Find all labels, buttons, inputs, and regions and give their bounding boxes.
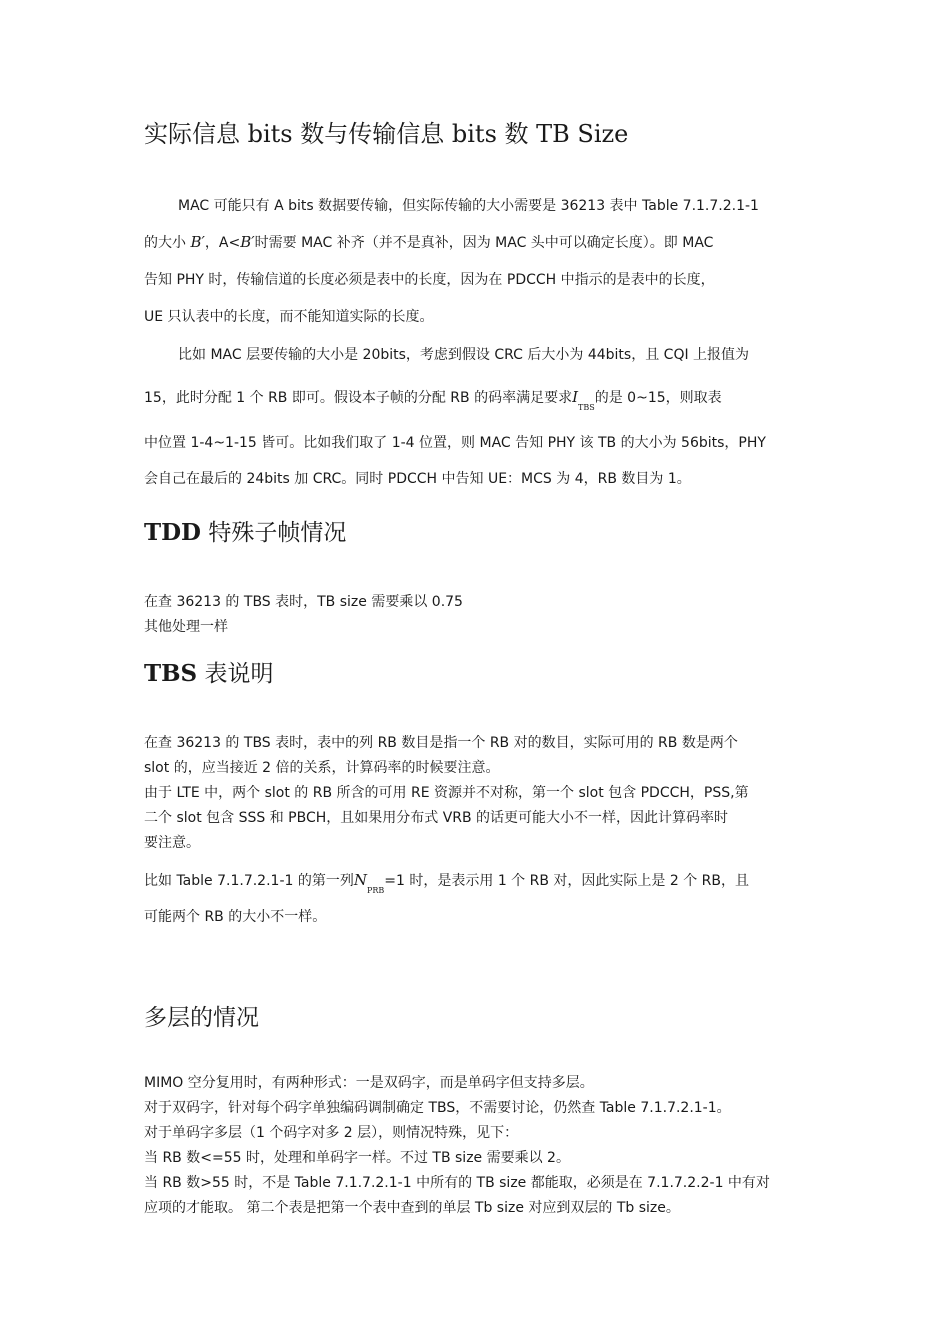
paragraph-line: 其他处理一样 bbox=[144, 619, 228, 635]
paragraph-line: 对于双码字，针对每个码字单独编码调制确定 TBS，不需要讨论，仍然查 Table 7.1.7.2.1-1。 bbox=[144, 1100, 731, 1116]
paragraph-line: 的大小 B′，A<B′时需要 MAC 补齐（并不是真补，因为 MAC 头中可以确定长度）。即 MAC bbox=[144, 233, 714, 251]
paragraph-line: 当 RB 数>55 时，不是 Table 7.1.7.2.1-1 中所有的 TB size 都能取，必须是在 7.1.7.2.2-1 中有对 bbox=[144, 1175, 770, 1191]
paragraph-line: 对于单码字多层（1 个码字对多 2 层），则情况特殊，见下： bbox=[144, 1125, 519, 1141]
math-symbol-b-prime: B′ bbox=[240, 233, 255, 251]
paragraph-line: 会自己在最后的 24bits 加 CRC。同时 PDCCH 中告知 UE：MCS 为 4，RB 数目为 1。 bbox=[144, 471, 691, 487]
paragraph-line: 比如 Table 7.1.7.2.1-1 的第一列$N_{PRB}=1$ 时，是表示用 1 个 RB 对，因此实际上是 2 个 RB，且 bbox=[144, 871, 749, 895]
paragraph-line: 二个 slot 包含 SSS 和 PBCH，且如果用分布式 VRB 的话更可能大小不一样，因此计算码率时 bbox=[144, 810, 729, 826]
math-symbol-b-prime: B′ bbox=[190, 233, 205, 251]
paragraph-line: 在查 36213 的 TBS 表时，TB size 需要乘以 0.75 bbox=[144, 594, 463, 610]
math-subscript-tbs: TBS bbox=[578, 403, 595, 412]
paragraph-line: 告知 PHY 时，传输信道的长度必须是表中的长度，因为在 PDCCH 中指示的是表中的长度， bbox=[144, 272, 715, 288]
paragraph-line: 应项的才能取。 第二个表是把第一个表中查到的单层 Tb size 对应到双层的 Tb size。 bbox=[144, 1200, 680, 1216]
math-symbol-n-prb: N bbox=[353, 871, 367, 889]
section-title-tdd: TDD 特殊子帧情况 bbox=[144, 519, 347, 546]
math-subscript-prb: PRB bbox=[366, 886, 385, 895]
paragraph-line: 比如 MAC 层要传输的大小是 20bits，考虑到假设 CRC 后大小为 44bits，且 CQI 上报值为 bbox=[178, 347, 750, 363]
paragraph-line: MIMO 空分复用时，有两种形式：一是双码字，而是单码字但支持多层。 bbox=[144, 1075, 594, 1091]
paragraph-line: 可能两个 RB 的大小不一样。 bbox=[144, 909, 327, 925]
paragraph-line: 中位置 1-4~1-15 皆可。比如我们取了 1-4 位置，则 MAC 告知 PHY 该 TB 的大小为 56bits，PHY bbox=[144, 435, 766, 451]
paragraph-line: UE 只认表中的长度，而不能知道实际的长度。 bbox=[144, 309, 434, 325]
paragraph-line: 由于 LTE 中，两个 slot 的 RB 所含的可用 RE 资源并不对称，第一个 slot 包含 PDCCH，PSS,第 bbox=[144, 785, 749, 801]
math-symbol-i-tbs: I bbox=[572, 388, 579, 406]
section-title-tbs-table: TBS 表说明 bbox=[144, 660, 274, 687]
section-title-multilayer: 多层的情况 bbox=[144, 1005, 259, 1031]
paragraph-line: MAC 可能只有 A bits 数据要传输，但实际传输的大小需要是 36213 表中 Table 7.1.7.2.1-1 bbox=[178, 198, 759, 214]
paragraph-line: slot 的，应当接近 2 倍的关系，计算码率的时候要注意。 bbox=[144, 760, 500, 776]
paragraph-line: 当 RB 数<=55 时，处理和单码字一样。不过 TB size 需要乘以 2。 bbox=[144, 1150, 570, 1166]
paragraph-line: 要注意。 bbox=[144, 835, 200, 851]
paragraph-line: 15，此时分配 1 个 RB 即可。假设本子帧的分配 RB 的码率满足要求$I_{TBS}$的是 0~15，则取表 bbox=[144, 388, 722, 412]
paragraph-line: 在查 36213 的 TBS 表时，表中的列 RB 数目是指一个 RB 对的数目，实际可用的 RB 数是两个 bbox=[144, 735, 738, 751]
section-title-tb-size: 实际信息 bits 数与传输信息 bits 数 TB Size bbox=[144, 120, 629, 148]
